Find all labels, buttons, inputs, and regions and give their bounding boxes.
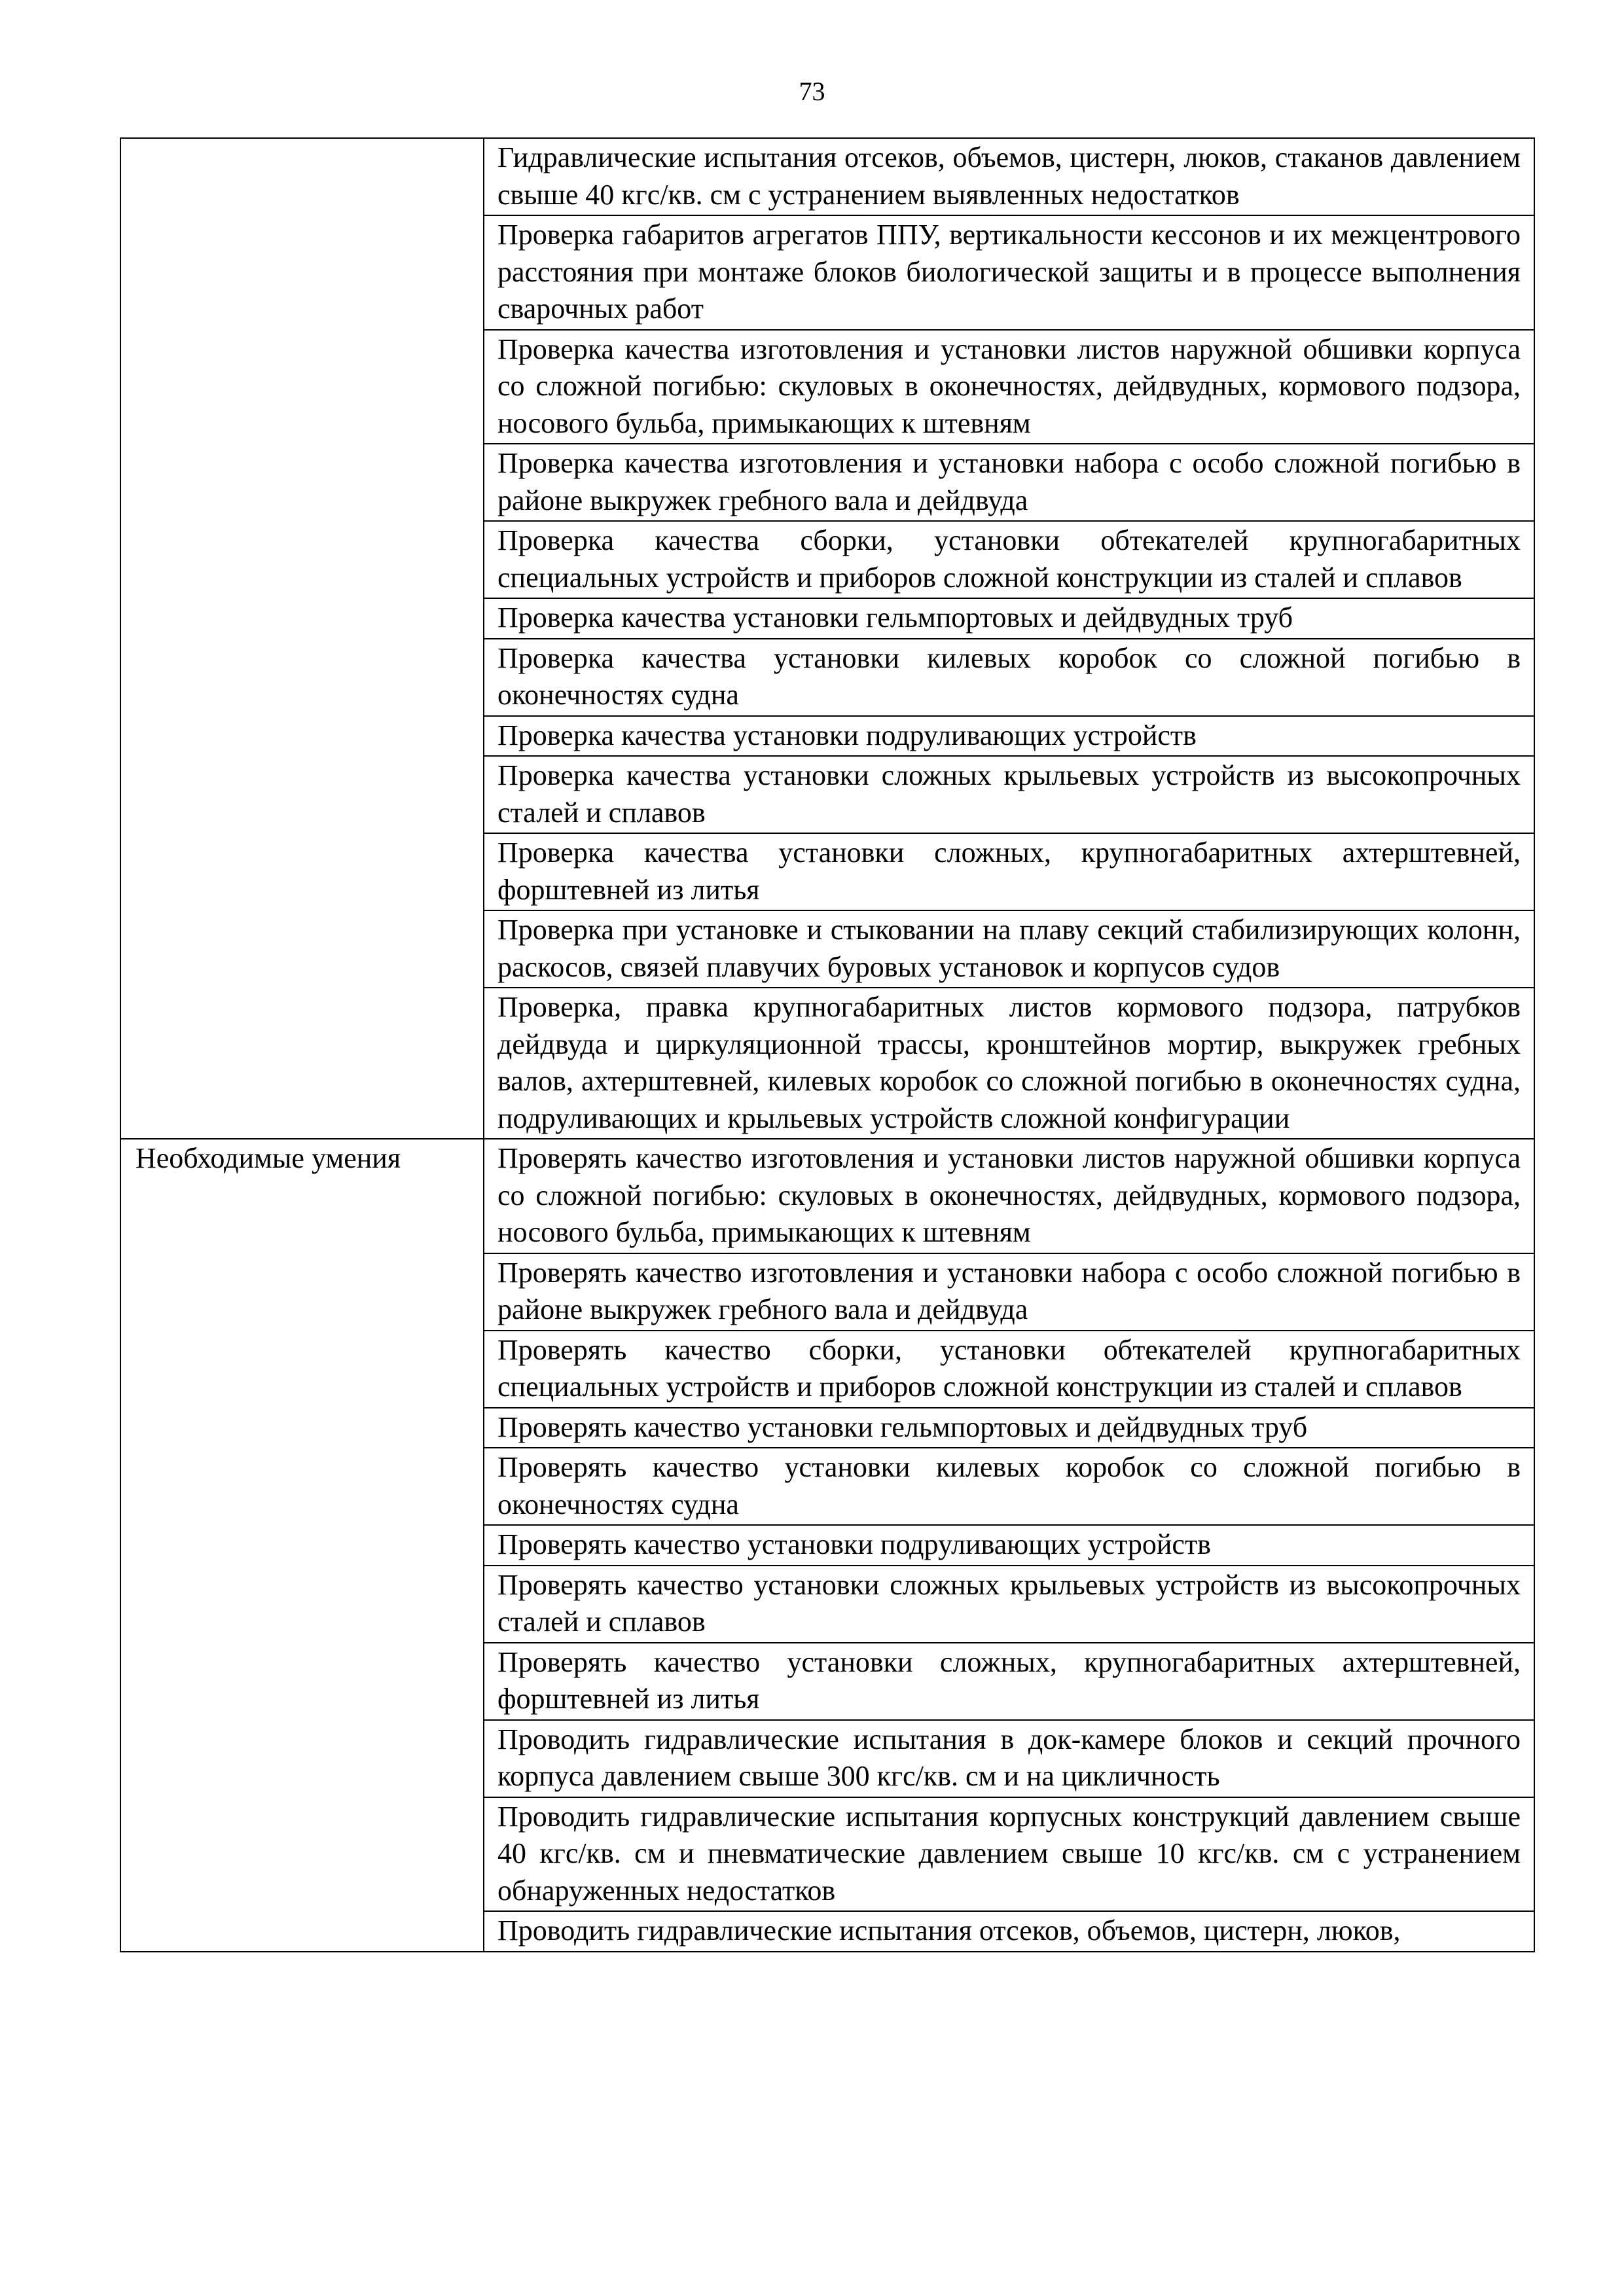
table-row [120,1139,1534,1253]
table-cell: Проверка качества установки подруливающих устройств [484,716,1534,757]
table-cell: Проверка качества установки килевых коробок со сложной погибью в оконечностях судна [484,639,1534,716]
table-cell: Проверка качества сборки, установки обтекателей крупногабаритных специальных устройств и приборов сложной конструкции из сталей и сплавов [484,521,1534,598]
table-cell: Проводить гидравлические испытания отсеков, объемов, цистерн, люков, [484,1911,1534,1952]
table-cell: Проверка качества изготовления и установки листов наружной обшивки корпуса со сложной погибью: скуловых в оконечностях, дейдвудных, кормового подзора, носового бульба, примыкающих к штевням [484,330,1534,444]
table-cell: Проводить гидравлические испытания в док-камере блоков и секций прочного корпуса давлением свыше 300 кгс/кв. см и на цикличность [484,1720,1534,1797]
table-cell: Проверять качество установки подруливающих устройств [484,1525,1534,1566]
table-cell: Проверять качество изготовления и установки листов наружной обшивки корпуса со сложной погибью: скуловых в оконечностях, дейдвудных, кормового подзора, носового бульба, примыкающих к штевням [484,1139,1534,1253]
table-cell: Проверять качество установки сложных, крупногабаритных ахтерштевней, форштевней из литья [484,1643,1534,1720]
table-cell: Проверка качества установки гельмпортовых и дейдвудных труб [484,598,1534,639]
table-cell: Проверка качества изготовления и установки набора с особо сложной погибью в районе выкружек гребного вала и дейдвуда [484,444,1534,521]
table-cell: Гидравлические испытания отсеков, объемов, цистерн, люков, стаканов давлением свыше 40 кгс/кв. см с устранением выявленных недостатков [484,138,1534,215]
table-cell: Проверять качество установки килевых коробок со сложной погибью в оконечностях судна [484,1448,1534,1525]
table-cell: Проверять качество установки сложных крыльевых устройств из высокопрочных сталей и сплавов [484,1566,1534,1643]
table-cell: Проверять качество сборки, установки обтекателей крупногабаритных специальных устройств и приборов сложной конструкции из сталей и сплавов [484,1331,1534,1408]
row-label-required-skills: Необходимые умения [120,1139,484,1952]
table-cell: Проверка, правка крупногабаритных листов кормового подзора, патрубков дейдвуда и циркуляционной трассы, кронштейнов мортир, выкружек гребных валов, ахтерштевней, килевых коробок со сложной погибью в оконечностях судна, подруливающих и крыльевых устройств сложной конфигурации [484,988,1534,1139]
table-cell: Проводить гидравлические испытания корпусных конструкций давлением свыше 40 кгс/кв. см и пневматические давлением свыше 10 кгс/кв. см с устранением обнаруженных недостатков [484,1797,1534,1912]
requirements-table [120,137,1535,1952]
table-cell: Проверка при установке и стыковании на плаву секций стабилизирующих колонн, раскосов, связей плавучих буровых установок и корпусов судов [484,910,1534,988]
table-row [120,138,1534,215]
row-label-empty [120,138,484,1139]
table-cell: Проверка качества установки сложных крыльевых устройств из высокопрочных сталей и сплавов [484,756,1534,833]
table-cell: Проверять качество изготовления и установки набора с особо сложной погибью в районе выкружек гребного вала и дейдвуда [484,1253,1534,1331]
page-number: 73 [799,77,825,106]
table-cell: Проверять качество установки гельмпортовых и дейдвудных труб [484,1408,1534,1448]
table-cell: Проверка габаритов агрегатов ППУ, вертикальности кессонов и их межцентрового расстояния при монтаже блоков биологической защиты и в процессе выполнения сварочных работ [484,215,1534,330]
table-cell: Проверка качества установки сложных, крупногабаритных ахтерштевней, форштевней из литья [484,833,1534,910]
